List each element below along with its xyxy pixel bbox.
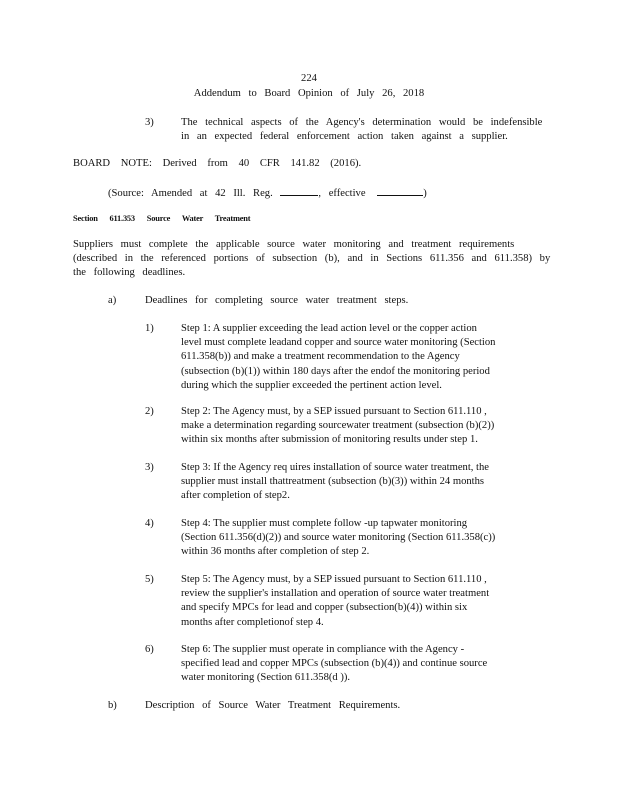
- step-line: make a determination regarding sourcewater treatment (subsection (b)(2)): [181, 420, 495, 432]
- step-line: (Section 611.356(d)(2)) and source water monitoring (Section 611.358(c)): [181, 532, 496, 544]
- step-line: level must complete leadand copper and source water monitoring (Section: [181, 337, 496, 349]
- intro-line: (described in the referenced portions of subsection (b), and in Sections 611.356 and 611.358) by: [73, 253, 551, 265]
- source-prefix: (Source: Amended at 42 Ill. Reg.: [108, 188, 273, 199]
- register-blank: [280, 185, 318, 196]
- step-line: Step 2: The Agency must, by a SEP issued pursuant to Section 611.110 ,: [181, 406, 487, 417]
- step-line: (subsection (b)(1)) within 180 days after the endof the monitoring period: [181, 365, 490, 377]
- step-line: within 36 months after completion of step 2.: [181, 546, 370, 558]
- board-note: BOARD NOTE: Derived from 40 CFR 141.82 (2016).: [73, 158, 362, 169]
- intro-line: Suppliers must complete the applicable source water monitoring and treatment requirements: [73, 239, 515, 250]
- step-line: Step 6: The supplier must operate in compliance with the Agency -: [181, 644, 465, 655]
- subsection-a-marker: a): [108, 295, 117, 306]
- step-line: after completion of step2.: [181, 490, 290, 502]
- step-line: water monitoring (Section 611.358(d )).: [181, 672, 351, 684]
- section-heading: Section 611.353 Source Water Treatment: [73, 214, 251, 223]
- step-line: Step 1: A supplier exceeding the lead action level or the copper action: [181, 323, 477, 334]
- step-1-text: [181, 322, 533, 393]
- step-line: Step 4: The supplier must complete follow -up tapwater monitoring: [181, 518, 468, 529]
- step-6-marker: 6): [145, 644, 154, 655]
- step-6-text: [181, 643, 533, 686]
- intro-line: the following deadlines.: [73, 267, 186, 279]
- intro-paragraph: [73, 238, 551, 281]
- item-3-marker: 3): [145, 117, 154, 128]
- source-suffix: ): [423, 188, 427, 199]
- step-line: review the supplier's installation and operation of source water treatment: [181, 588, 490, 600]
- step-1-marker: 1): [145, 323, 154, 334]
- subsection-a-text: Deadlines for completing source water treatment steps.: [145, 295, 409, 306]
- subsection-b-marker: b): [108, 700, 117, 711]
- effective-date-blank: [377, 185, 423, 196]
- step-line: during which the supplier exceeded the pertinent action level.: [181, 379, 442, 391]
- step-2-marker: 2): [145, 406, 154, 417]
- subsection-b-text: Description of Source Water Treatment Requirements.: [145, 700, 401, 711]
- step-line: Step 5: The Agency must, by a SEP issued pursuant to Section 611.110 ,: [181, 574, 487, 585]
- source-effective: , effective: [318, 188, 366, 199]
- step-line: specified lead and copper MPCs (subsection (b)(4)) and continue source: [181, 658, 488, 670]
- step-4-marker: 4): [145, 518, 154, 529]
- step-line: months after completionof step 4.: [181, 616, 324, 628]
- step-line: within six months after submission of monitoring results under step 1.: [181, 434, 478, 446]
- step-line: supplier must install thattreatment (subsection (b)(3)) within 24 months: [181, 476, 485, 488]
- item-3-line: The technical aspects of the Agency's determination would be indefensible: [181, 117, 543, 128]
- item-3-line: in an expected federal enforcement action taken against a supplier.: [181, 131, 508, 143]
- step-3-marker: 3): [145, 462, 154, 473]
- step-line: and specify MPCs for lead and copper (subsection(b)(4)) within six: [181, 602, 468, 614]
- source-note: [108, 185, 427, 201]
- page-number: 224: [301, 73, 317, 84]
- step-2-text: [181, 405, 533, 448]
- step-5-text: [181, 573, 533, 630]
- step-line: 611.358(b)) and make a treatment recommendation to the Agency: [181, 351, 460, 363]
- step-line: Step 3: If the Agency req uires installation of source water treatment, the: [181, 462, 489, 473]
- item-3-text: [181, 116, 543, 144]
- step-3-text: [181, 461, 533, 504]
- step-4-text: [181, 517, 533, 560]
- page-title: Addendum to Board Opinion of July 26, 2018: [193, 88, 425, 99]
- step-5-marker: 5): [145, 574, 154, 585]
